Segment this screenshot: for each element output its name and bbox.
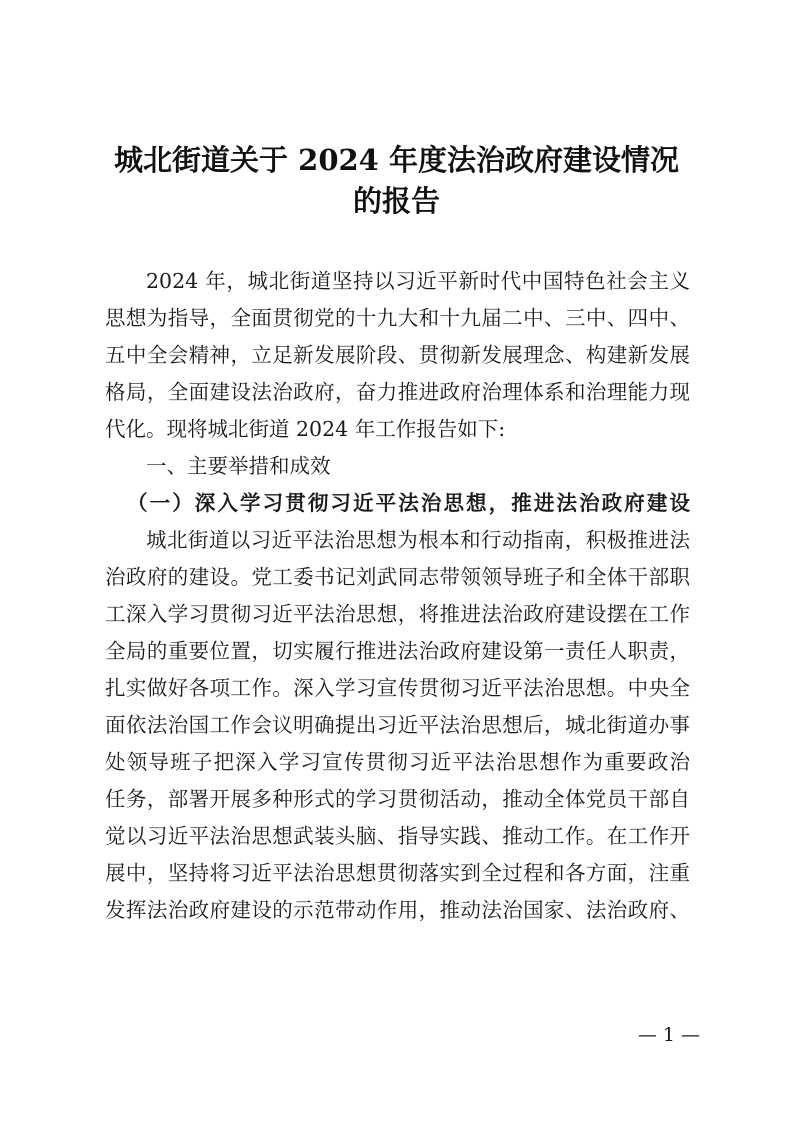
intro-paragraph-line: 格局，全面建设法治政府，奋力推进政府治理体系和治理能力现 (105, 380, 690, 404)
section-heading: 一、主要举措和成效 (146, 454, 331, 478)
intro-paragraph-line: 思想为指导，全面贯彻党的十九大和十九届二中、三中、四中、 (105, 306, 690, 330)
subsection-heading: （一）深入学习贯彻习近平法治思想，推进法治政府建设 (127, 491, 690, 515)
intro-paragraph-line: 五中全会精神，立足新发展阶段、贯彻新发展理念、构建新发展 (105, 343, 690, 367)
body-paragraph-line: 工深入学习贯彻习近平法治思想，将推进法治政府建设摆在工作 (105, 602, 690, 626)
body-paragraph-line: 展中，坚持将习近平法治思想贯彻落实到全过程和各方面，注重 (105, 861, 690, 885)
document-title-line-1: 城北街道关于 2024 年度法治政府建设情况 (114, 143, 679, 177)
body-paragraph-line: 城北街道以习近平法治思想为根本和行动指南，积极推进法 (146, 528, 690, 552)
body-paragraph-line: 任务，部署开展多种形式的学习贯彻活动，推动全体党员干部自 (105, 787, 690, 811)
document-title-line-2: 的报告 (352, 184, 440, 218)
body-paragraph-line: 全局的重要位置，切实履行推进法治政府建设第一责任人职责， (105, 639, 690, 663)
body-paragraph-line: 扎实做好各项工作。深入学习宣传贯彻习近平法治思想。中央全 (105, 676, 690, 700)
page-number: — 1 — (637, 1024, 700, 1046)
body-paragraph-line: 处领导班子把深入学习宣传贯彻习近平法治思想作为重要政治 (105, 750, 690, 774)
body-paragraph-line: 发挥法治政府建设的示范带动作用，推动法治国家、法治政府、 (105, 898, 690, 922)
intro-paragraph-line: 代化。现将城北街道 2024 年工作报告如下: (105, 417, 506, 441)
body-paragraph-line: 治政府的建设。党工委书记刘武同志带领领导班子和全体干部职 (105, 565, 690, 589)
intro-paragraph-line: 2024 年，城北街道坚持以习近平新时代中国特色社会主义 (146, 269, 690, 293)
body-paragraph-line: 面依法治国工作会议明确提出习近平法治思想后，城北街道办事 (105, 713, 690, 737)
body-paragraph-line: 觉以习近平法治思想武装头脑、指导实践、推动工作。在工作开 (105, 824, 690, 848)
